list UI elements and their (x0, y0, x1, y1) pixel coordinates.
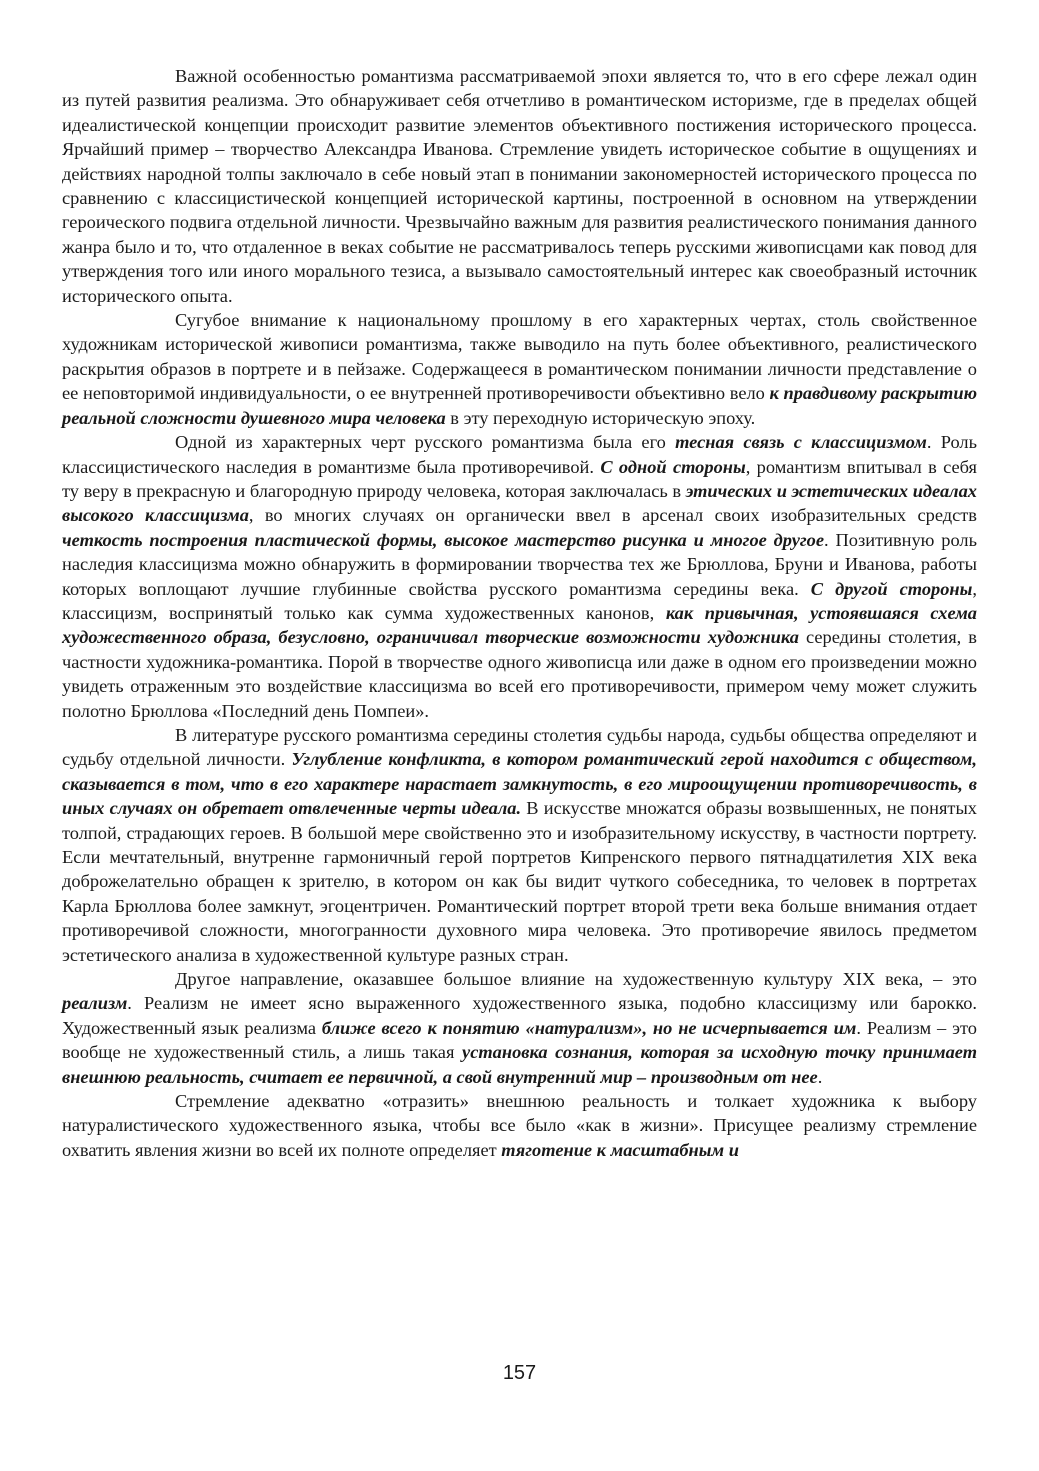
emphasis-run: тяготение к масштабным и (501, 1139, 739, 1160)
emphasis-run: ближе всего к понятию «натурализм», но не исчерпывается им (321, 1017, 857, 1038)
emphasis-run: четкость построения пластической формы, высокое мастерство рисунка и многое другое (62, 529, 825, 550)
text-run: Стремление адекватно «отразить» внешнюю реальность и толкает художника к выбору натуралистического художественного языка, чтобы все было «как в жизни». Присущее реализму стремление охватить явления жизни во всей их полноте определяет (62, 1091, 977, 1160)
text-run: Другое направление, оказавшее большое влияние на художественную культуру XIX века, – это (175, 969, 977, 990)
emphasis-run: установка сознания, которая за исходную точку принимает внешнюю реальность, считает ее первичной, а свой внутренний мир – производным от нее (62, 1042, 977, 1087)
paragraph-6 (62, 1089, 977, 1162)
text-run: Одной из характерных черт русского романтизма была его (175, 432, 676, 453)
emphasis-run: реализм (62, 993, 128, 1014)
text-run: , классицизм, воспринятый только как сумма художественных канонов, (62, 578, 977, 623)
text-run: Сугубое внимание к национальному прошлому в его характерных чертах, столь свойственное художникам исторической живописи романтизма, также выводило на путь более объективного, реалистического раскрытия образов в портрете и в пейзаже. Содержащееся в романтическом понимании личности представление о ее неповторимой индивидуальности, о ее внутренней противоречивости объективно вело (62, 310, 977, 404)
text-run: В искусстве множатся образы возвышенных, не понятых толпой, страдающих героев. В большой мере свойственно это и изобразительному искусству, в частности портрету. Если мечтательный, внутренне гармоничный герой портретов Кипренского первого пятнадцатилетия XIX века доброжелательно обращен к зрителю, в котором он как бы видит чуткого собеседника, то человек в портретах Карла Брюллова более замкнут, эгоцентричен. Романтический портрет второй трети века больше внимания отдает противоречивой сложности, многогранности духовного мира человека. Это противоречие явилось предметом эстетического анализа в художественной культуре разных стран. (62, 798, 977, 965)
text-run: . Реализм не имеет ясно выраженного художественного языка, подобно классицизму или барокко. Художественный язык реализма (62, 993, 977, 1038)
text-run: . (817, 1066, 823, 1087)
page-number: 157 (502, 1362, 537, 1384)
emphasis-run: к правдивому раскрытию реальной сложности душевного мира человека (62, 383, 977, 428)
paragraph-1 (62, 64, 977, 308)
emphasis-run: тесная связь с классицизмом (675, 432, 927, 453)
paragraph-5 (62, 967, 977, 1089)
text-run: . Роль классицистического наследия в романтизме была противоречивой. (62, 432, 977, 477)
text-run: . Позитивную роль наследия классицизма можно обнаружить в формировании творчества тех же Брюллова, Бруни и Иванова, работы которых воплощают лучшие глубинные свойства русского романтизма середины века. (62, 529, 977, 599)
paragraph-4 (62, 723, 977, 967)
text-run: Важной особенностью романтизма рассматриваемой эпохи является то, что в его сфере лежал один из путей развития реализма. Это обнаруживает себя отчетливо в романтическом историзме, где в пределах общей идеалистической концепции происходит развитие элементов объективного постижения исторического процесса. Ярчайший пример – творчество Александра Иванова. Стремление увидеть историческое событие в ощущениях и действиях народной толпы заключало в себе новый этап в понимании закономерностей исторического процесса по сравнению с классицистической концепцией исторической картины, построенной в основном на утверждении героического подвига отдельной личности. Чрезвычайно важным для развития реалистического понимания данного жанра было и то, что отдаленное в веках событие не рассматривалось теперь русскими живописцами как повод для утверждения того или иного морального тезиса, а вызывало самостоятельный интерес как своеобразный источник исторического опыта. (62, 66, 977, 306)
text-run: в эту переходную историческую эпоху. (445, 407, 756, 428)
paragraph-3 (62, 430, 977, 723)
text-run: , романтизм впитывал в себя ту веру в прекрасную и благородную природу человека, которая заключалась в (62, 456, 977, 501)
body-text (62, 64, 977, 1162)
emphasis-run: С другой стороны (810, 578, 973, 599)
emphasis-run: С одной стороны (600, 456, 746, 477)
emphasis-run: Углубление конфликта, в котором романтический герой находится с обществом, сказывается в том, что в его характере нарастает замкнутость, в его мироощущении противоречивость, в иных случаях он обретает отвлеченные черты идеала. (62, 749, 977, 819)
emphasis-run: как привычная, устоявшаяся схема художественного образа, безусловно, ограничивал творческие возможности художника (62, 602, 977, 648)
text-run: середины столетия, в частности художника-романтика. Порой в творчестве одного живописца или даже в одном его произведении можно увидеть отраженным это воздействие классицизма во всей его противоречивости, примером чему может служить полотно Брюллова «Последний день Помпеи». (62, 627, 977, 721)
text-run: . Реализм – это вообще не художественный стиль, а лишь такая (62, 1017, 977, 1063)
emphasis-run: этических и эстетических идеалах высокого классицизма (62, 480, 977, 526)
text-run: , во многих случаях он органически ввел в арсенал своих изобразительных средств (248, 505, 977, 526)
text-run: В литературе русского романтизма середины столетия судьбы народа, судьбы общества определяют и судьбу отдельной личности. (62, 724, 977, 770)
paragraph-2 (62, 308, 977, 430)
